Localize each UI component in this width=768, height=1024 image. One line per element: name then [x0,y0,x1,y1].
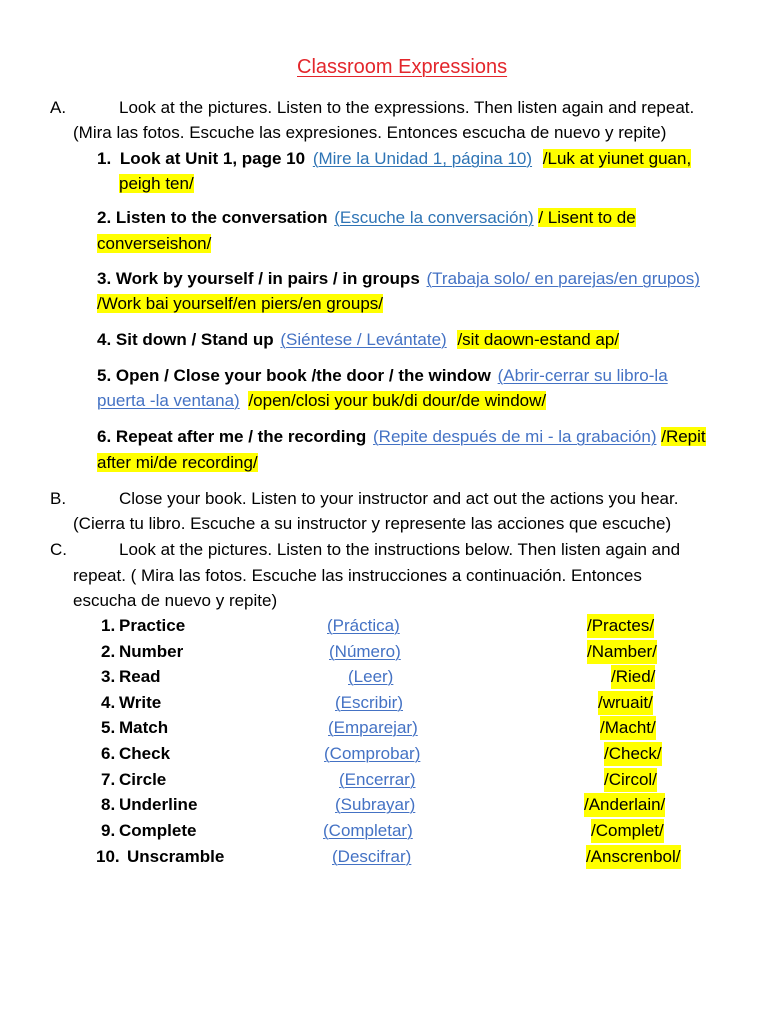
vocab-word: Write [119,693,162,712]
item-pronunciation-cont: converseishon/ [97,234,212,253]
page-title: Classroom Expressions [297,56,508,78]
vocab-spanish-link[interactable]: (Escribir) [335,693,403,712]
vocab-number: 8. [101,795,116,814]
item-spanish-link[interactable]: (Abrir-cerrar su libro-la [497,366,668,385]
vocab-pronunciation: /Complet/ [591,819,664,843]
item-pronunciation: /Work bai yourself/en piers/en groups/ [97,294,383,313]
vocab-word: Check [119,744,171,763]
item-spanish-link[interactable]: (Trabaja solo/ en parejas/en grupos) [426,269,700,288]
vocab-spanish-link[interactable]: (Leer) [348,667,394,686]
item-spanish-link[interactable]: (Siéntese / Levántate) [280,330,447,349]
vocab-pronunciation: /Macht/ [600,716,656,740]
vocab-number: 2. [101,642,116,661]
list-item-a3 [97,267,700,291]
section-b-instruction: Close your book. Listen to your instructor and act out the actions you hear. [119,489,679,508]
item-pronunciation: /open/closi your buk/di dour/de window/ [248,391,547,410]
vocab-number: 10. [96,847,120,866]
vocab-spanish-link[interactable]: (Subrayar) [335,795,416,814]
item-english: Look at Unit 1, page 10 [119,149,306,168]
item-pronunciation: /Repit [661,427,706,446]
list-item-a6 [97,425,706,449]
item-spanish-link[interactable]: (Escuche la conversación) [334,208,534,227]
vocab-word: Number [119,642,184,661]
item-number: 2. [97,208,112,227]
vocab-pronunciation: /wruait/ [598,691,653,715]
item-english: Listen to the conversation [115,208,328,227]
vocab-spanish-link[interactable]: (Completar) [323,821,413,840]
section-a-translation: (Mira las fotos. Escuche las expresiones. Entonces escucha de nuevo y repite) [73,123,667,142]
vocab-word: Underline [119,795,198,814]
item-number: 1. [97,149,112,168]
vocab-pronunciation: /Ried/ [611,665,655,689]
section-a-letter: A. [50,98,67,117]
vocab-pronunciation: /Anscrenbol/ [586,845,681,869]
list-item-a5 [97,364,668,388]
vocab-word: Unscramble [127,847,225,866]
vocab-pronunciation: /Namber/ [587,640,657,664]
item-pronunciation: /Luk at yiunet guan, [542,149,692,168]
vocab-number: 5. [101,718,116,737]
item-pronunciation: / Lisent to de [538,208,636,227]
item-pronunciation-cont: peigh ten/ [119,174,194,193]
vocab-spanish-link[interactable]: (Práctica) [327,616,400,635]
vocab-word: Circle [119,770,167,789]
item-pronunciation: /sit daown-estand ap/ [457,330,620,349]
item-english: Work by yourself / in pairs / in groups [115,269,420,288]
section-c-instruction-2: repeat. ( Mira las fotos. Escuche las instrucciones a continuación. Entonces [73,566,642,585]
item-pronunciation-cont: after mi/de recording/ [97,453,258,472]
item-english: Open / Close your book /the door / the window [115,366,491,385]
vocab-number: 1. [101,616,116,635]
vocab-pronunciation: /Check/ [604,742,662,766]
item-number: 5. [97,366,112,385]
vocab-number: 6. [101,744,116,763]
list-item-a2 [97,206,636,230]
vocab-word: Complete [119,821,197,840]
item-english: Repeat after me / the recording [115,427,367,446]
item-number: 4. [97,330,112,349]
section-b-translation: (Cierra tu libro. Escuche a su instructor y represente las acciones que escuche) [73,514,672,533]
vocab-number: 9. [101,821,116,840]
vocab-pronunciation: /Circol/ [604,768,657,792]
vocab-spanish-link[interactable]: (Número) [329,642,401,661]
vocab-word: Read [119,667,161,686]
vocab-spanish-link[interactable]: (Emparejar) [328,718,418,737]
item-spanish-link[interactable]: (Repite después de mi - la grabación) [373,427,657,446]
section-a-instruction: Look at the pictures. Listen to the expressions. Then listen again and repeat. [119,98,695,117]
item-english: Sit down / Stand up [115,330,274,349]
vocab-spanish-link[interactable]: (Encerrar) [339,770,416,789]
vocab-number: 7. [101,770,116,789]
vocab-spanish-link[interactable]: (Descifrar) [332,847,412,866]
item-number: 3. [97,269,112,288]
list-item-a4 [97,328,619,352]
vocab-word: Match [119,718,169,737]
vocab-spanish-link[interactable]: (Comprobar) [324,744,421,763]
vocab-word: Practice [119,616,186,635]
section-c-instruction-3: escucha de nuevo y repite) [73,591,278,610]
item-spanish-link-cont[interactable]: puerta -la ventana) [97,391,240,410]
item-number: 6. [97,427,112,446]
vocab-number: 3. [101,667,116,686]
vocab-pronunciation: /Anderlain/ [584,793,665,817]
vocab-number: 4. [101,693,116,712]
section-c-instruction: Look at the pictures. Listen to the instructions below. Then listen again and [119,540,681,559]
vocab-pronunciation: /Practes/ [587,614,654,638]
section-c-letter: C. [50,540,67,559]
list-item-a1 [97,147,691,171]
item-spanish-link[interactable]: (Mire la Unidad 1, página 10) [312,149,533,168]
section-b-letter: B. [50,489,67,508]
